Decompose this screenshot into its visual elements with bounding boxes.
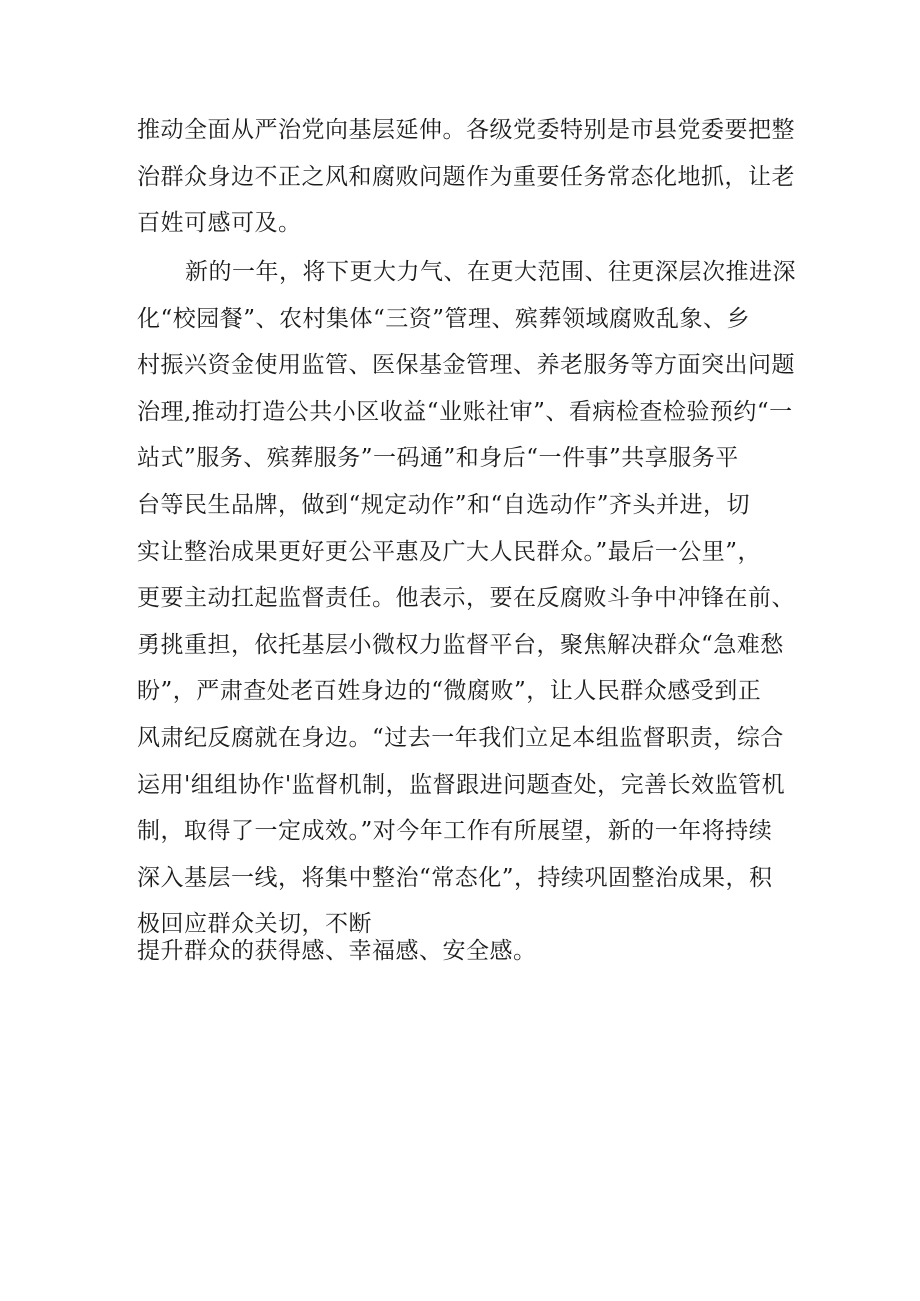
paragraph-2-line: 站式”服务、殡葬服务”一码通”和身后“一件事”共享服务平 [137,445,739,472]
paragraph-1-line: 百姓可感可及。 [137,210,302,237]
paragraph-1 [137,107,795,247]
paragraph-2-line: 台等民生品牌，做到“规定动作”和“自选动作”齐头并进，切 [137,491,751,518]
paragraph-2-line: 新的一年，将下更大力气、在更大范围、往更深层次推进深 [185,259,796,285]
paragraph-2-line: 化“校园餐”、农村集体“三资”管理、殡葬领域腐败乱象、乡 [137,305,751,332]
paragraph-2-line: 盼”，严肃查处老百姓身边的“微腐败”，让人民群众感受到正 [137,678,762,705]
paragraph-2-line: 更要主动扛起监督责任。他表示，要在反腐败斗争中冲锋在前、 [137,585,795,612]
paragraph-2-line: 制，取得了一定成效。”对今年工作有所展望，新的一年将持续 [137,818,773,845]
paragraph-2-line: 极回应群众关切，不断 [137,911,372,938]
paragraph-1-line: 推动全面从严治党向基层延伸。各级党委特别是市县党委要把整 [137,117,795,143]
paragraph-2 [137,249,796,948]
paragraph-2-line: 深入基层一线，将集中整治“常态化”，持续巩固整治成果，积 [137,864,773,891]
paragraph-2-line: 风肃纪反腐就在身边。“过去一年我们立足本组监督职责，综合 [137,724,784,751]
paragraph-2-line: 运用'组组协作'监督机制，监督跟进问题查处，完善长效监管机 [137,771,786,798]
paragraph-1-line: 治群众身边不正之风和腐败问题作为重要任务常态化地抓，让老 [137,163,795,190]
paragraph-2-line: 村振兴资金使用监管、医保基金管理、养老服务等方面突出问题 [137,352,795,379]
paragraph-2-line: 治理,推动打造公共小区收益“业账社审”、看病检查检验预约“一 [137,398,793,425]
paragraph-2-tail-line: 提升群众的获得感、幸福感、安全感。 [137,938,537,964]
paragraph-2-line: 勇挑重担，依托基层小微权力监督平台，聚焦解决群众“急难愁 [137,631,784,658]
paragraph-2-line: 实让整治成果更好更公平惠及广大人民群众。”最后一公里”， [137,538,762,565]
